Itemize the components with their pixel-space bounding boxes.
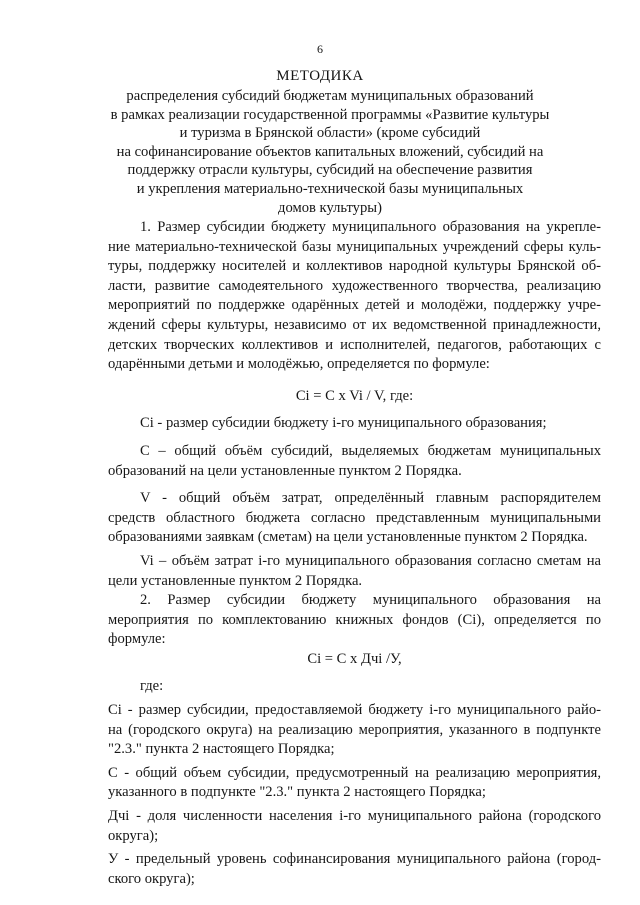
text-line: Ci - размер субсидии, предоставляемой бюджету i-го муниципального райо- bbox=[108, 702, 601, 719]
text-line: ждений сферы культуры, независимо от их ведомственной принадлежности, bbox=[108, 316, 601, 333]
page-number: 6 bbox=[317, 42, 323, 56]
subtitle-line: поддержку отрасли культуры, субсидий на обеспечение развития bbox=[127, 162, 533, 179]
where-label bbox=[108, 677, 601, 697]
text-line: 2. Размер субсидии бюджету муниципального образования на bbox=[140, 592, 601, 609]
text-line: "2.3." пункта 2 настоящего Порядка; bbox=[108, 741, 335, 758]
definition-c-1 bbox=[108, 442, 601, 481]
text-line: детских творческих коллективов и исполнителей, педагогов, работающих с bbox=[108, 336, 601, 353]
subtitle-line: на софинансирование объектов капитальных вложений, субсидий на bbox=[116, 143, 544, 160]
document-title: МЕТОДИКА bbox=[276, 68, 364, 84]
text-line: ласти, развитие самодеятельного художественного творчества, реализацию bbox=[108, 277, 601, 294]
document-subtitle bbox=[110, 87, 550, 217]
subtitle-line: и туризма в Брянской области» (кроме субсидий bbox=[179, 125, 481, 142]
text-line: ние материально-технической базы муниципальных учреждений сферы куль- bbox=[108, 238, 601, 255]
document-body bbox=[108, 218, 601, 889]
paragraph-2 bbox=[108, 591, 601, 650]
text-line: туры, поддержку носителей и коллективов народной культуры Брянской об- bbox=[108, 258, 601, 275]
paragraph-1 bbox=[108, 218, 601, 375]
definition-ci-2 bbox=[108, 701, 601, 760]
subtitle-line: в рамках реализации государственной программы «Развитие культуры bbox=[110, 106, 550, 123]
text-line: округа); bbox=[108, 827, 159, 844]
text-line: цели установленные пунктом 2 Порядка. bbox=[108, 572, 363, 589]
text-line: формуле: bbox=[108, 631, 166, 648]
text-line: Дчi - доля численности населения i-го муниципального района (городского bbox=[108, 808, 601, 825]
subtitle-line: распределения субсидий бюджетам муниципальных образований bbox=[126, 88, 534, 104]
text-line: Vi – объём затрат i-го муниципального образования согласно сметам на bbox=[140, 552, 601, 569]
definition-vi bbox=[108, 552, 601, 591]
definition-dchi bbox=[108, 807, 601, 846]
text-line: мероприятий по поддержке одарённых детей и молодёжи, поддержку учре- bbox=[108, 297, 601, 314]
definition-ci-1 bbox=[108, 414, 601, 434]
text-line: С – общий объём субсидий, выделяемых бюджетам муниципальных bbox=[140, 442, 601, 459]
text-line: где: bbox=[140, 678, 164, 695]
text-line: ского округа); bbox=[108, 870, 195, 887]
text-line: средств областного бюджета согласно представленным муниципальными bbox=[108, 509, 601, 526]
definition-v bbox=[108, 489, 601, 548]
text-line: Ci - размер субсидии бюджету i-го муниципального образования; bbox=[140, 415, 547, 432]
text-line: образованиями заявкам (сметам) на цели установленные пунктом 2 Порядка. bbox=[108, 529, 588, 546]
formula-1: Ci = C x Vi / V, где: bbox=[295, 387, 414, 404]
text-line: У - предельный уровень софинансирования муниципального района (город- bbox=[108, 851, 601, 868]
text-line: C - общий объем субсидии, предусмотренный на реализацию мероприятия, bbox=[108, 764, 601, 781]
text-line: мероприятия по комплектованию книжных фондов (Ci), определяется по bbox=[108, 611, 601, 628]
text-line: одарёнными детьми и молодёжью, определяется по формуле: bbox=[108, 356, 490, 373]
formula-2: Ci = C x Дчi /У, bbox=[307, 650, 402, 667]
subtitle-line: и укрепления материально-технической базы муниципальных bbox=[136, 180, 524, 197]
text-line: V - общий объём затрат, определённый главным распорядителем bbox=[140, 490, 601, 507]
text-line: 1. Размер субсидии бюджету муниципального образования на укрепле- bbox=[140, 219, 601, 235]
text-line: указанного в подпункте "2.3." пункта 2 настоящего Порядка; bbox=[108, 784, 486, 801]
definition-c-2 bbox=[108, 764, 601, 803]
subtitle-line: домов культуры) bbox=[278, 199, 382, 216]
definition-u bbox=[108, 850, 601, 889]
text-line: образований на цели установленные пунктом 2 Порядка. bbox=[108, 462, 462, 479]
text-line: на (городского округа) на реализацию мероприятия, указанного в подпункте bbox=[108, 721, 601, 738]
